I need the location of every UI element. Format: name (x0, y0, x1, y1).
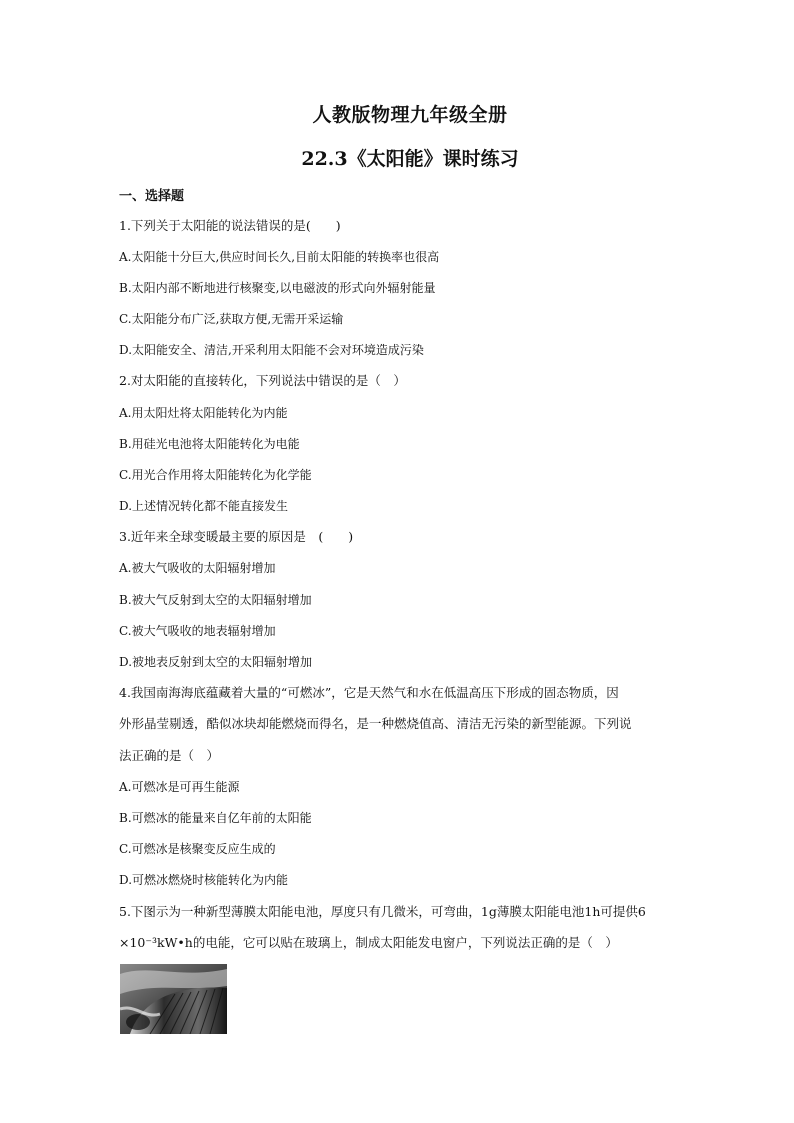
question-2-option-b: B.用硅光电池将太阳能转化为电能 (119, 437, 300, 451)
question-1-option-a: A.太阳能十分巨大,供应时间长久,目前太阳能的转换率也很高 (119, 250, 440, 264)
question-2-option-d: D.上述情况转化都不能直接发生 (119, 499, 289, 513)
question-5-stem-line-2: ×10⁻³kW•h的电能，它可以贴在玻璃上，制成太阳能发电窗户，下列说法正确的是（ ） (119, 935, 618, 950)
question-4-option-c: C.可燃冰是核聚变反应生成的 (119, 842, 276, 856)
question-1-option-d: D.太阳能安全、清洁,开采利用太阳能不会对环境造成污染 (119, 343, 424, 357)
question-4-option-b: B.可燃冰的能量来自亿年前的太阳能 (119, 811, 312, 825)
question-2-option-c: C.用光合作用将太阳能转化为化学能 (119, 468, 312, 482)
document-subtitle: 22.3《太阳能》课时练习 (301, 148, 519, 170)
question-3-option-b: B.被大气反射到太空的太阳辐射增加 (119, 593, 312, 607)
question-3-option-a: A.被大气吸收的太阳辐射增加 (119, 561, 276, 575)
question-4-stem-line-1: 4.我国南海海底蕴藏着大量的“可燃冰”，它是天然气和水在低温高压下形成的固态物质，因 (119, 685, 619, 700)
document-title: 人教版物理九年级全册 (312, 104, 508, 126)
question-3-option-d: D.被地表反射到太空的太阳辐射增加 (119, 655, 313, 669)
question-4-option-a: A.可燃冰是可再生能源 (119, 780, 240, 794)
question-1-option-c: C.太阳能分布广泛,获取方便,无需开采运输 (119, 312, 344, 326)
question-1-option-b: B.太阳内部不断地进行核聚变,以电磁波的形式向外辐射能量 (119, 281, 436, 295)
section-heading: 一、选择题 (119, 189, 185, 204)
question-5-stem-line-1: 5.下图示为一种新型薄膜太阳能电池，厚度只有几微米，可弯曲，1g薄膜太阳能电池1h可提供6 (119, 904, 646, 919)
question-1-stem: 1.下列关于太阳能的说法错误的是( ) (119, 218, 341, 233)
question-2-option-a: A.用太阳灶将太阳能转化为内能 (119, 406, 288, 420)
thin-film-solar-cell-photo (120, 964, 227, 1034)
question-3-stem: 3.近年来全球变暖最主要的原因是 ( ) (119, 529, 354, 544)
question-4-option-d: D.可燃冰燃烧时核能转化为内能 (119, 873, 289, 887)
question-4-stem-line-3: 法正确的是（ ） (119, 748, 220, 763)
question-3-option-c: C.被大气吸收的地表辐射增加 (119, 624, 276, 638)
question-2-stem: 2.对太阳能的直接转化，下列说法中错误的是（ ） (119, 373, 406, 388)
question-4-stem-line-2: 外形晶莹剔透，酷似冰块却能燃烧而得名，是一种燃烧值高、清洁无污染的新型能源。下列说 (119, 716, 632, 731)
